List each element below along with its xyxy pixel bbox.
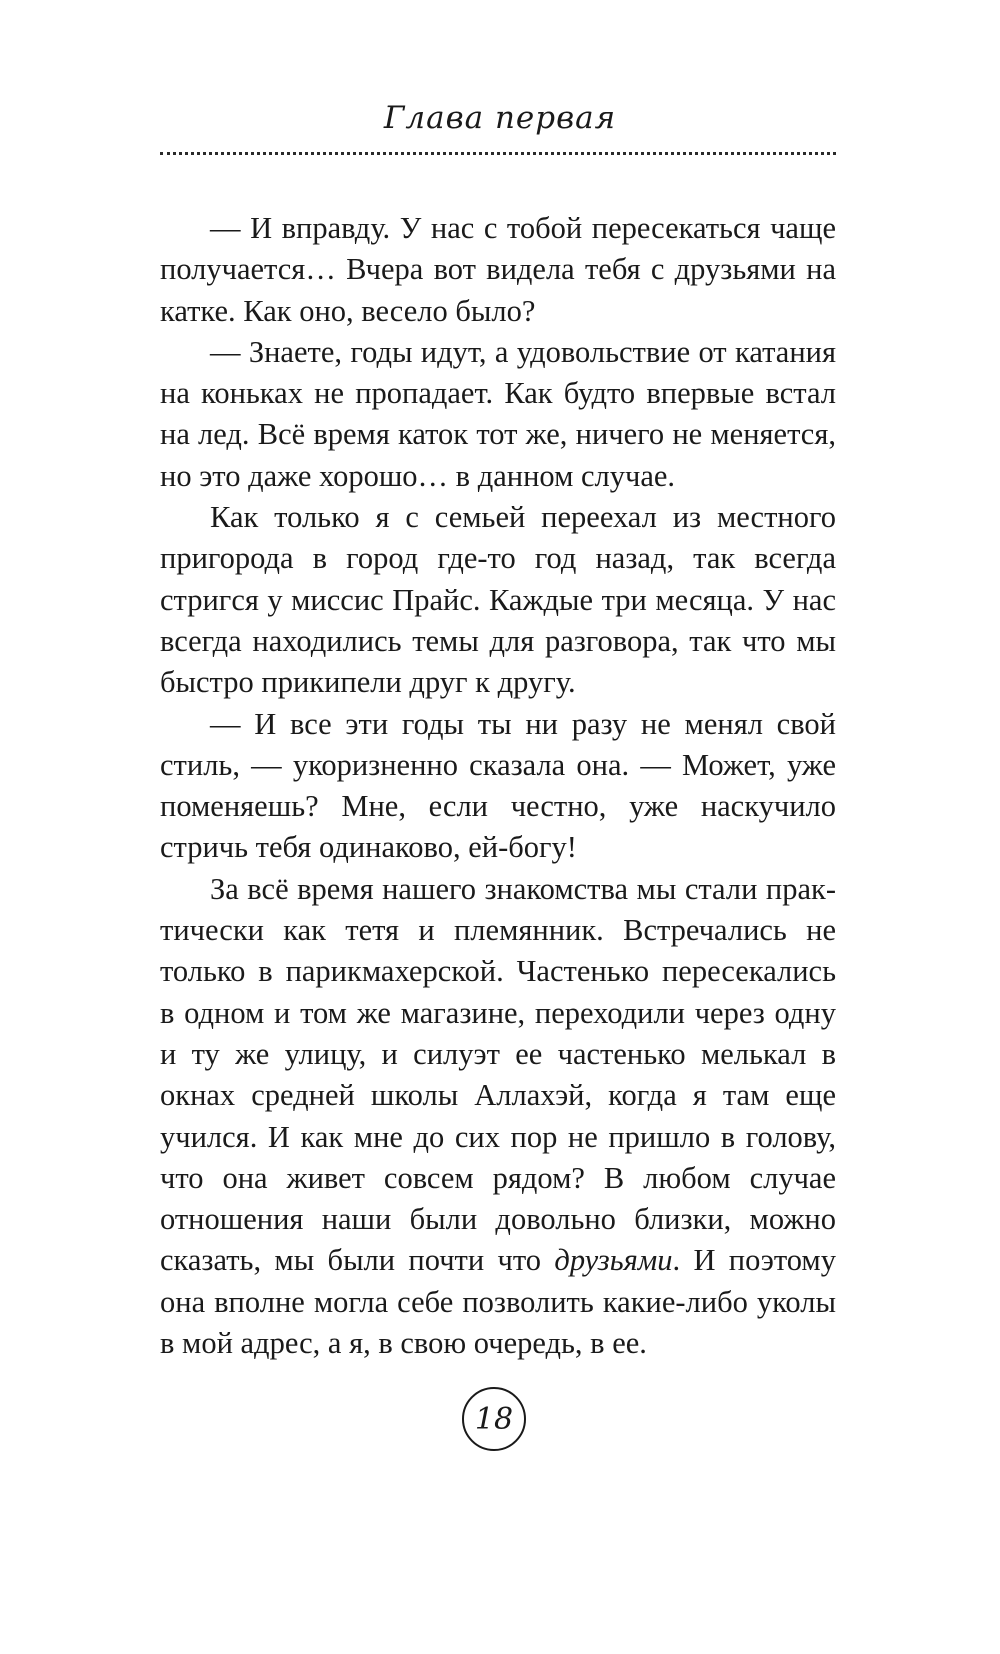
paragraph-dialogue-2: — Знаете, годы идут, а удовольствие от катания на коньках не пропадает. Как будто впервые встал на лед. Всё время каток тот же, ничего не меняется, но это даже хорошо… в данном случае. xyxy=(160,334,836,493)
italic-word: друзьями xyxy=(554,1243,673,1278)
dotted-divider xyxy=(160,152,836,155)
paragraph-text-before-italic: За всё время нашего знакомства мы стали практически как тетя и племянник. Встречались не только в парикмахерской. Частенько пересекались в одном и том же магазине, переходили через одну и ту же улицу, и силуэт ее частенько мелькал в окнах средней школы Аллахэй, когда я там еще учился. И как мне до сих пор не пришло в голову, что она живет совсем рядом? В любом случае отношения наши были довольно близки, можно сказать, мы были почти что xyxy=(160,871,836,1278)
page-body xyxy=(160,208,836,1364)
paragraph-narration-1: Как только я с семьей переехал из местного пригорода в город где-то год назад, так всегда стригся у миссис Прайс. Каждые три месяца. У нас всегда находились темы для разговора, так что мы быстро прикипели друг к другу. xyxy=(160,500,836,700)
running-head-chapter-title: Глава первая xyxy=(383,100,617,136)
page-number: 18 xyxy=(474,1401,514,1437)
paragraph-dialogue-3: — И все эти годы ты ни разу не менял свой стиль, — укоризненно сказала она. — Может, уже поменяешь? Мне, если честно, уже наскучило стричь тебя одинаково, ей-богу! xyxy=(160,706,836,865)
paragraph-dialogue-1: — И вправду. У нас с тобой пересекаться чаще получается… Вчера вот видела тебя с друзьями на катке. Как оно, весело было? xyxy=(160,211,836,328)
paragraph-text-after-italic: . И поэтому она вполне могла себе позволить какие-либо уколы в мой адрес, а я, в свою очередь, в ее. xyxy=(160,1243,836,1361)
paragraph-narration-2 xyxy=(160,869,836,1365)
page-number-circle xyxy=(462,1387,526,1451)
